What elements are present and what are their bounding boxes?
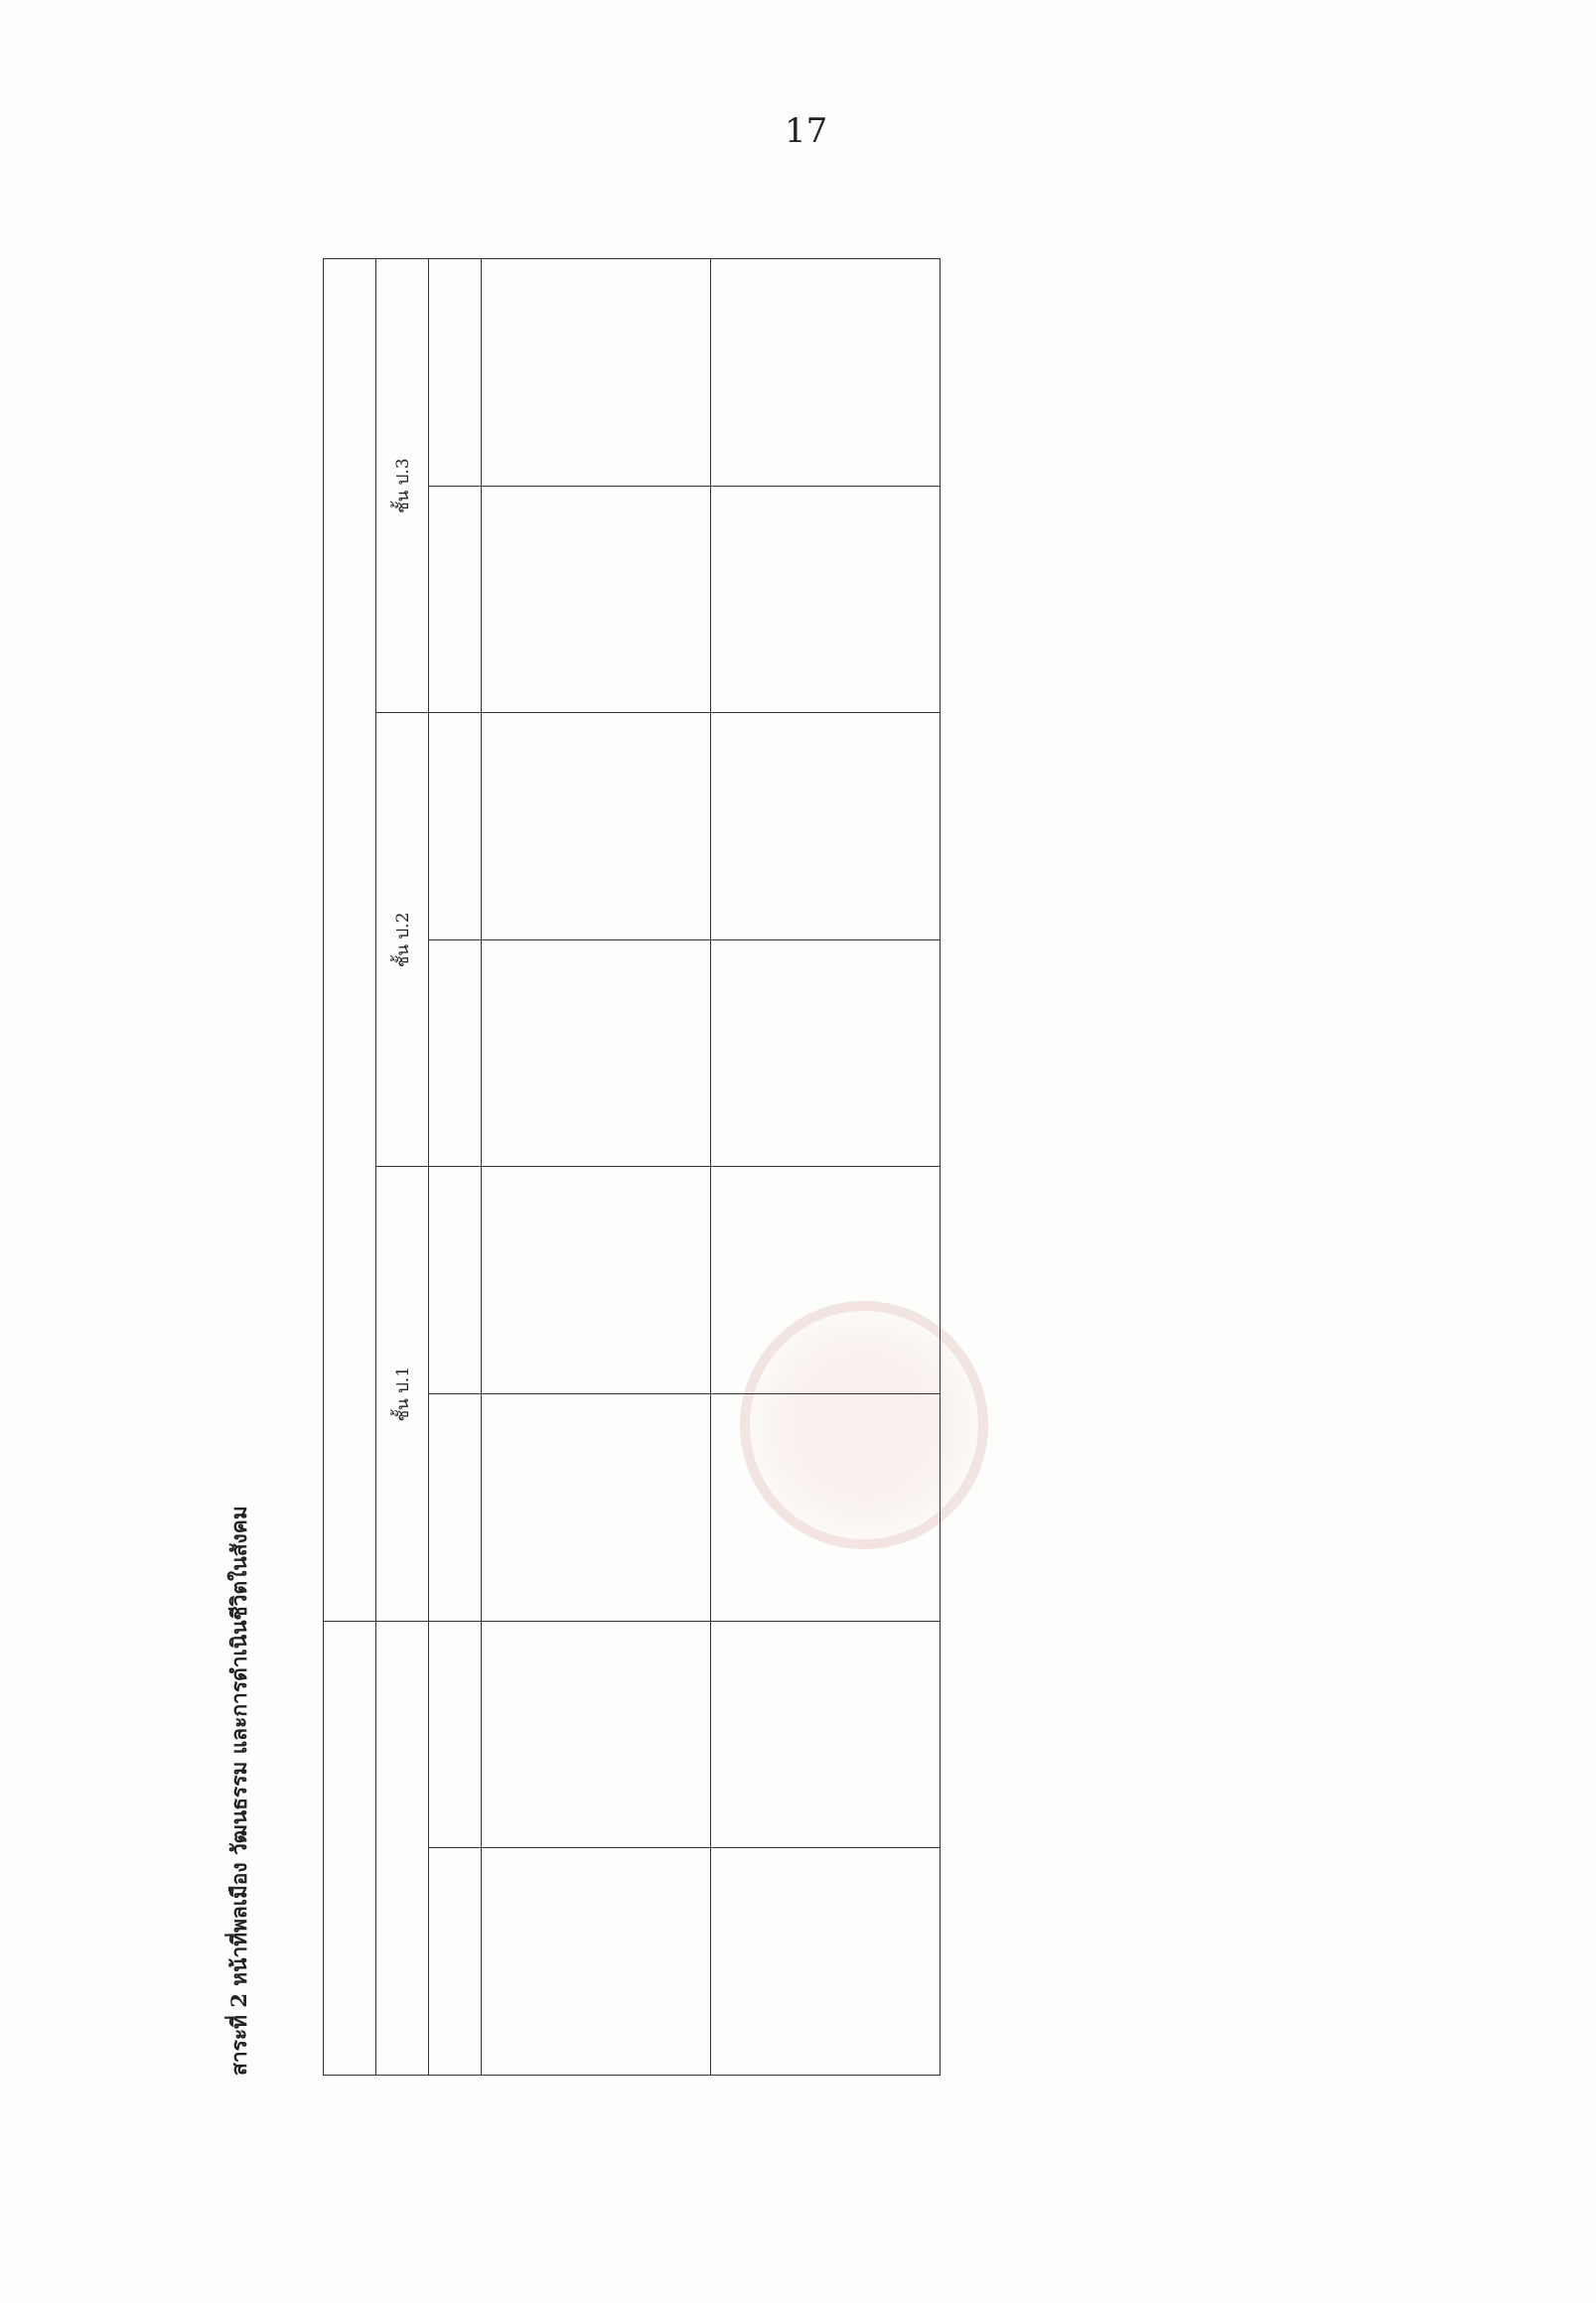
table-cell xyxy=(482,1621,711,1848)
table-cell xyxy=(711,1848,941,2076)
column-header xyxy=(429,939,482,1167)
table-cell xyxy=(711,1167,941,1394)
column-header xyxy=(429,486,482,713)
header-standards-group xyxy=(324,1621,376,2075)
page-number: 17 xyxy=(785,111,828,151)
column-header xyxy=(429,1848,482,2076)
grade-header-p2: ชั้น ป.2 xyxy=(376,713,429,1167)
header-spacer xyxy=(376,1621,429,2075)
table-cell xyxy=(711,1621,941,1848)
table-row xyxy=(711,259,941,2076)
grade-header-p3: ชั้น ป.3 xyxy=(376,259,429,713)
table-cell xyxy=(482,1167,711,1394)
strand-heading: สาระที่ 2 หน้าที่พลเมือง วัฒนธรรม และการดำเนินชีวิตในสังคม xyxy=(226,1506,251,2076)
header-outcomes-group xyxy=(324,259,376,1622)
table-cell xyxy=(482,1394,711,1622)
column-header xyxy=(429,713,482,940)
table-row xyxy=(482,259,711,2076)
table-cell xyxy=(482,713,711,940)
table-cell xyxy=(711,486,941,713)
table-cell xyxy=(711,939,941,1167)
table-cell xyxy=(482,939,711,1167)
curriculum-table xyxy=(323,258,941,2076)
table-cell xyxy=(711,259,941,487)
column-header xyxy=(429,1394,482,1622)
column-header xyxy=(429,259,482,487)
column-header xyxy=(429,1621,482,1848)
landscape-content xyxy=(223,248,1276,2115)
table-cell xyxy=(482,486,711,713)
table-cell xyxy=(482,1848,711,2076)
grade-header-p1: ชั้น ป.1 xyxy=(376,1167,429,1621)
table-cell xyxy=(711,1394,941,1622)
table-cell xyxy=(711,713,941,940)
column-header xyxy=(429,1167,482,1394)
table-cell xyxy=(482,259,711,487)
